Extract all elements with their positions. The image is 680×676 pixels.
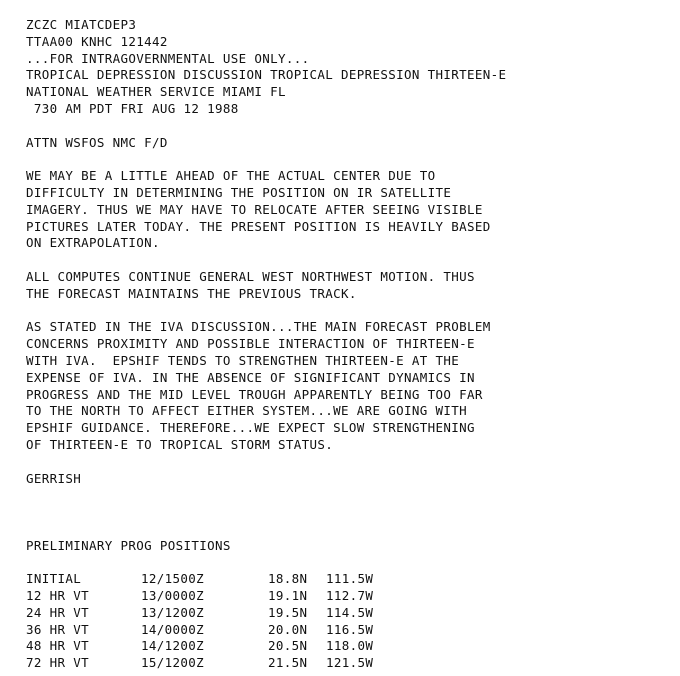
header-line-4: TROPICAL DEPRESSION DISCUSSION TROPICAL DEPRESSION THIRTEEN-E [26, 67, 507, 83]
spacer [26, 487, 666, 537]
header-line-6: 730 AM PDT FRI AUG 12 1988 [26, 100, 239, 116]
forecast-hour: 12 HR VT [26, 588, 90, 604]
forecast-hour: 72 HR VT [26, 655, 90, 671]
paragraph-line: EXPENSE OF IVA. IN THE ABSENCE OF SIGNIFICANT DYNAMICS IN [26, 369, 475, 385]
paragraph-line: WE MAY BE A LITTLE AHEAD OF THE ACTUAL CENTER DUE TO [26, 168, 436, 184]
paragraph-3 [26, 319, 666, 453]
longitude: 114.5W [326, 604, 374, 620]
spacer [26, 118, 666, 135]
valid-time: 14/1200Z [141, 638, 205, 654]
latitude: 20.5N [268, 638, 308, 654]
paragraph-line: CONCERNS PROXIMITY AND POSSIBLE INTERACTION OF THIRTEEN-E [26, 336, 475, 352]
spacer [26, 303, 666, 320]
latitude: 19.5N [268, 604, 308, 620]
longitude: 111.5W [326, 571, 374, 587]
paragraph-line: DIFFICULTY IN DETERMINING THE POSITION ON IR SATELLITE [26, 184, 452, 200]
paragraph-line: ON EXTRAPOLATION. [26, 235, 160, 251]
bulletin-header [26, 17, 666, 118]
spacer [26, 151, 666, 168]
paragraph-line: IMAGERY. THUS WE MAY HAVE TO RELOCATE AFTER SEEING VISIBLE [26, 201, 483, 217]
valid-time: 14/0000Z [141, 621, 205, 637]
paragraph-line: EPSHIF GUIDANCE. THEREFORE...WE EXPECT SLOW STRENGTHENING [26, 420, 475, 436]
longitude: 118.0W [326, 638, 374, 654]
forecast-hour: INITIAL [26, 571, 82, 587]
paragraph-line: TO THE NORTH TO AFFECT EITHER SYSTEM...WE ARE GOING WITH [26, 403, 468, 419]
paragraph-line: ALL COMPUTES CONTINUE GENERAL WEST NORTHWEST MOTION. THUS [26, 268, 475, 284]
prog-positions-table [26, 571, 406, 672]
paragraph-line: THE FORECAST MAINTAINS THE PREVIOUS TRACK. [26, 285, 357, 301]
header-line-3: ...FOR INTRAGOVERNMENTAL USE ONLY... [26, 50, 310, 66]
valid-time: 12/1500Z [141, 571, 205, 587]
valid-time: 13/0000Z [141, 588, 205, 604]
longitude: 116.5W [326, 621, 374, 637]
latitude: 19.1N [268, 588, 308, 604]
forecast-hour: 36 HR VT [26, 621, 90, 637]
spacer [26, 454, 666, 471]
paragraph-line: PROGRESS AND THE MID LEVEL TROUGH APPARENTLY BEING TOO FAR [26, 386, 483, 402]
header-line-1: ZCZC MIATCDEP3 [26, 17, 137, 32]
table-row [26, 638, 406, 655]
paragraph-1 [26, 168, 666, 252]
discussion-document [26, 17, 666, 672]
paragraph-2 [26, 269, 666, 303]
forecast-hour: 24 HR VT [26, 604, 90, 620]
paragraph-line: OF THIRTEEN-E TO TROPICAL STORM STATUS. [26, 436, 334, 452]
spacer [26, 252, 666, 269]
table-row [26, 605, 406, 622]
forecaster-signature: GERRISH [26, 470, 82, 486]
forecast-hour: 48 HR VT [26, 638, 90, 654]
latitude: 21.5N [268, 655, 308, 671]
table-row [26, 622, 406, 639]
latitude: 18.8N [268, 571, 308, 587]
longitude: 121.5W [326, 655, 374, 671]
paragraph-line: PICTURES LATER TODAY. THE PRESENT POSITION IS HEAVILY BASED [26, 218, 491, 234]
paragraph-line: AS STATED IN THE IVA DISCUSSION...THE MAIN FORECAST PROBLEM [26, 319, 491, 335]
prog-positions-title: PRELIMINARY PROG POSITIONS [26, 537, 231, 553]
longitude: 112.7W [326, 588, 374, 604]
table-row [26, 588, 406, 605]
table-row [26, 655, 406, 672]
attn-line: ATTN WSFOS NMC F/D [26, 134, 168, 150]
header-line-2: TTAA00 KNHC 121442 [26, 33, 168, 49]
valid-time: 15/1200Z [141, 655, 205, 671]
table-row [26, 571, 406, 588]
valid-time: 13/1200Z [141, 604, 205, 620]
spacer [26, 555, 666, 572]
header-line-5: NATIONAL WEATHER SERVICE MIAMI FL [26, 84, 286, 100]
latitude: 20.0N [268, 621, 308, 637]
paragraph-line: WITH IVA. EPSHIF TENDS TO STRENGTHEN THIRTEEN-E AT THE [26, 352, 460, 368]
